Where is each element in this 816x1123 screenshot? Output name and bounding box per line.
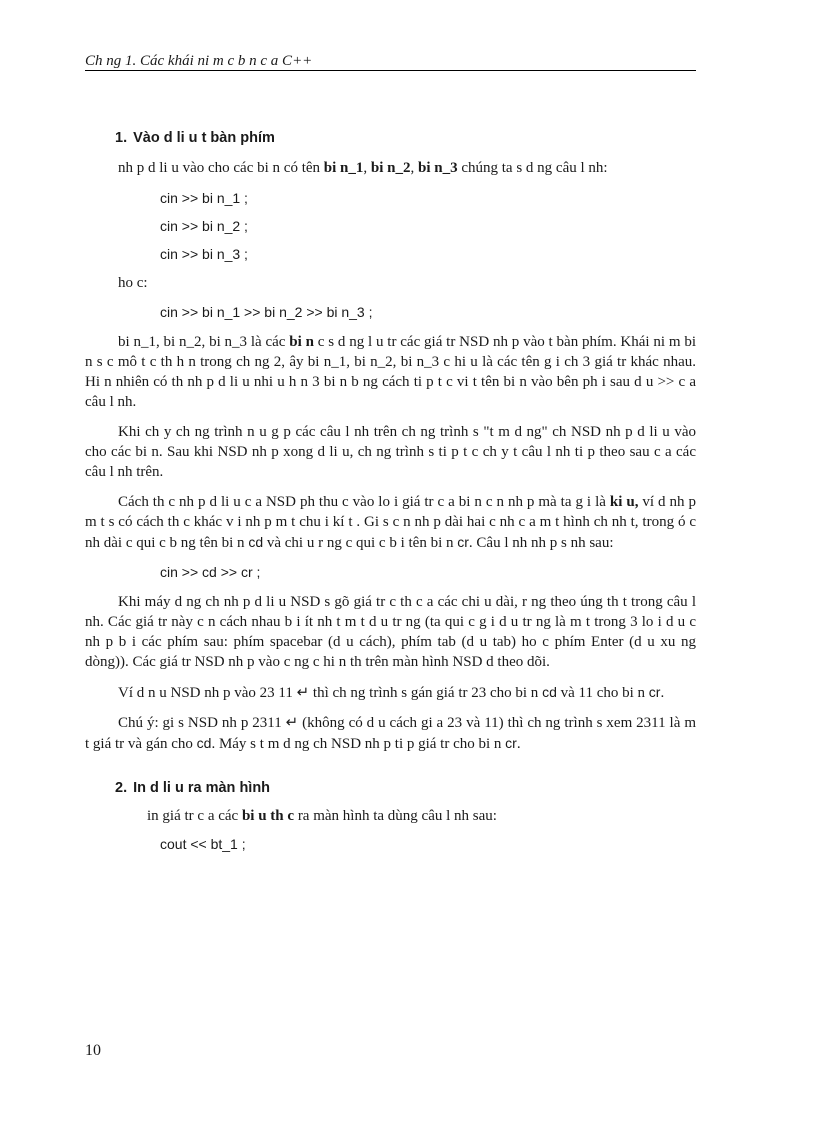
page-body: [85, 128, 696, 854]
note-paragraph: [85, 713, 696, 754]
paragraph-text: .: [516, 736, 521, 752]
section-1-title: Vào d li u t bàn phím: [133, 130, 275, 146]
paragraph-text: c s d ng l u tr các giá tr NSD nh p vào t bàn phím. Khái ni m bi n s c mô t c th h n trong ch ng 2, ây bi n_1, bi n_2, bi n_3 c hi u là các tên g i ch 3 giá tr khác nhau. Hi n nhiên có th nh p d li u nhi u h n 3 bi n b ng cách ti p t c vi t tên bi n vào bên ph i sau d u >> c a câu l nh.: [85, 334, 696, 410]
paragraph-text: Ví d n u NSD nh p vào 23 11 ↵ thì ch ng trình s gán giá tr 23 cho bi n: [118, 685, 543, 701]
variable-name: cr: [648, 684, 661, 700]
code-line: cin >> cd >> cr ;: [160, 564, 261, 580]
section-2-title: In d li u ra màn hình: [133, 780, 271, 796]
intro-text: ra màn hình ta dùng câu l nh sau:: [294, 808, 497, 824]
paragraph: Khi ch y ch ng trình n u g p các câu l nh trên ch ng trình s "t m d ng" ch NSD nh p d li u vào cho các bi n. Sau khi NSD nh p xong d li u, ch ng trình s ti p t c ch y t câu l nh ti p theo sau c a các câu l nh trên.: [85, 424, 696, 480]
header-rule: [85, 70, 696, 71]
paragraph-text: và chi u r ng c qui c b i tên bi n: [263, 535, 458, 551]
paragraph: [85, 332, 696, 412]
variable-name: cd: [248, 534, 264, 550]
separator: ,: [363, 160, 371, 176]
variable-name: bi n_1: [323, 160, 364, 176]
paragraph-text: Chú ý: gi s NSD nh p 2311 ↵ (không có d u cách gi a 23 và 11) thì ch ng trình s xem 2311 là m t giá tr và gán cho: [85, 715, 696, 752]
paragraph-text: và 11 cho bi n: [556, 685, 649, 701]
code-line: cin >> bi n_3 ;: [160, 246, 248, 262]
paragraph: [85, 682, 696, 703]
variable-name: cd: [196, 735, 212, 751]
section-1-number: 1.: [115, 130, 128, 146]
variable-name: bi n_2: [370, 160, 411, 176]
section-1-intro: [85, 158, 696, 178]
paragraph-text: ví d nh p m t s có cách th c khác v i nh p m t chu i kí t . Gi s c n nh p dài hai c nh c a m t hình ch nh t, trong ó c nh dài c qui c b ng tên bi n: [85, 494, 696, 551]
code-line: cin >> bi n_2 ;: [160, 218, 248, 234]
variable-name: bi n_3: [418, 160, 458, 176]
bold-term: bi u th c: [241, 808, 295, 824]
variable-name: cd: [542, 684, 557, 700]
bold-term: ki u,: [609, 494, 639, 510]
code-line: cin >> bi n_1 ;: [160, 190, 248, 206]
variable-name: cr: [457, 534, 469, 550]
paragraph-text: .: [660, 685, 665, 701]
intro-text: chúng ta s d ng câu l nh:: [457, 160, 608, 176]
page-number: 10: [85, 1042, 101, 1059]
section-1-heading: [115, 128, 696, 148]
or-label: ho c:: [118, 275, 148, 291]
paragraph-text: Cách th c nh p d li u c a NSD ph thu c vào lo i giá tr c a bi n c n nh p mà ta g i là: [118, 494, 610, 510]
intro-text: nh p d li u vào cho các bi n có tên: [118, 160, 324, 176]
running-header: Ch ng 1. Các khái ni m c b n c a C++: [85, 53, 313, 69]
section-2-number: 2.: [115, 780, 128, 796]
section-2-intro: [147, 806, 696, 826]
paragraph: [85, 492, 696, 553]
separator: ,: [410, 160, 418, 176]
section-2-heading: [115, 778, 696, 798]
code-line: cin >> bi n_1 >> bi n_2 >> bi n_3 ;: [160, 304, 373, 320]
code-line: cout << bt_1 ;: [160, 836, 246, 852]
intro-text: in giá tr c a các: [147, 808, 242, 824]
paragraph-text: bi n_1, bi n_2, bi n_3 là các: [118, 334, 290, 350]
paragraph: Khi máy d ng ch nh p d li u NSD s gõ giá tr c th c a các chi u dài, r ng theo úng th t trong câu l nh. Các giá tr này c n cách nhau b i ít nh t m t d u tr ng (ta qui c g i d u tr ng là m t trong 3 lo i d u c nh p b i các phím sau: phím spacebar (d u cách), phím tab (d u tab) ho c phím Enter (d u xu ng dòng)). Các giá tr NSD nh p vào c ng c hi n th trên màn hình NSD d theo dõi.: [85, 594, 696, 670]
bold-term: bi n: [289, 334, 314, 350]
paragraph-text: . Máy s t m d ng ch NSD nh p ti p giá tr cho bi n: [211, 736, 506, 752]
paragraph-text: . Câu l nh nh p s nh sau:: [468, 535, 614, 551]
variable-name: cr: [505, 735, 517, 751]
